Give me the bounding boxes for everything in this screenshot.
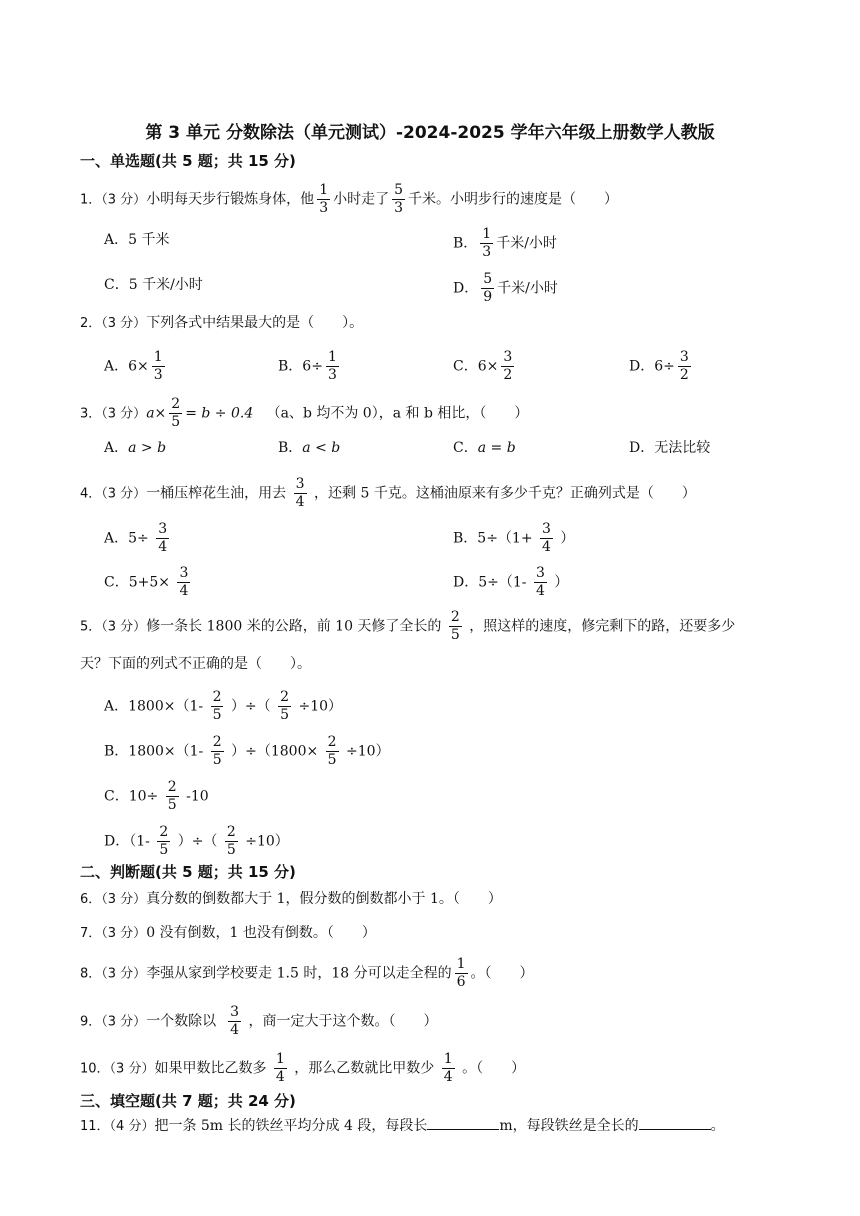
option-2c[interactable]: C．6× $\frac{3}{2}$ <box>453 349 513 383</box>
question-2 <box>80 313 363 334</box>
question-number: 3．（3 分） <box>80 406 147 422</box>
option-3a[interactable]: A．a > b <box>104 440 167 456</box>
question-10 <box>80 1052 525 1085</box>
question-7 <box>80 923 376 944</box>
option-5a[interactable]: A．1800×（1- $\frac{2}{5}$ ）÷（ $\frac{2}{5}$ ÷10） <box>104 689 343 723</box>
option-5d[interactable]: D．（1- $\frac{2}{5}$ ）÷（ $\frac{2}{5}$ ÷10） <box>104 824 289 858</box>
fraction: $\frac{3}{4}$ <box>542 521 551 555</box>
option-1a[interactable]: A．5 千米 <box>104 232 170 248</box>
question-5-continued <box>80 654 311 674</box>
question-number: 10．（3 分） <box>80 1061 155 1077</box>
question-text: ，商一定大于这个数。（ ） <box>248 1013 438 1030</box>
question-5 <box>80 610 735 643</box>
fraction: $\frac{1}{4}$ <box>275 1051 285 1085</box>
fraction: $\frac{2}{5}$ <box>450 609 460 643</box>
option-3b[interactable]: B．a < b <box>278 440 341 456</box>
question-4 <box>80 477 696 510</box>
fraction: $\frac{2}{5}$ <box>212 734 222 768</box>
fraction: $\frac{1}{3}$ <box>153 349 163 383</box>
fraction: $\frac{1}{4}$ <box>443 1051 453 1085</box>
question-number: 6．（3 分） <box>80 892 147 907</box>
fraction: $\frac{3}{2}$ <box>503 349 513 383</box>
question-text: 真分数的倒数都大于 1，假分数的倒数都小于 1。（ ） <box>146 891 502 907</box>
fraction: $\frac{2}{5}$ <box>327 734 337 768</box>
question-number: 1．（3 分） <box>80 192 147 208</box>
option-4a[interactable]: A．5÷ $\frac{3}{4}$ <box>104 521 168 555</box>
option-3c[interactable]: C．a = b <box>453 440 516 456</box>
fraction: $\frac{3}{4}$ <box>295 476 305 510</box>
question-number: 5．（3 分） <box>80 619 147 635</box>
question-text: ，还剩 5 千克。这桶油原来有多少千克？正确列式是（ ） <box>314 485 696 502</box>
question-text: 小明每天步行锻炼身体，他 <box>146 191 315 208</box>
question-text: 如果甲数比乙数多 <box>154 1060 267 1077</box>
question-text: 天？下面的列式不正确的是（ ）。 <box>80 656 311 672</box>
question-text: 下列各式中结果最大的是（ ）。 <box>146 315 364 331</box>
fraction: $\frac{3}{4}$ <box>158 521 168 555</box>
question-3: 3．（3 分）a× $\frac{2}{5}$ = b ÷ 0.4 （a、b 均不为 0），a 和 b 相比，（ ） <box>80 396 529 430</box>
section-heading-single-choice: 一、单选题(共 5 题；共 15 分) <box>80 152 296 170</box>
option-1c[interactable]: C．5 千米/小时 <box>104 277 203 293</box>
fraction: $\frac{2}{5}$ <box>280 689 290 723</box>
option-1b[interactable]: B． $\frac{1}{3}$ 千米/小时 <box>453 226 557 260</box>
question-text: 一个数除以 <box>146 1013 217 1030</box>
question-text: 李强从家到学校要走 1.5 时，18 分可以走全程的 <box>146 965 452 982</box>
fraction: $\frac{1}{3}$ <box>319 182 329 216</box>
question-text: 。 <box>710 1118 725 1134</box>
section-heading-fill-blank: 三、填空题(共 7 题；共 24 分) <box>80 1092 296 1110</box>
question-text: 千米。小明步行的速度是（ ） <box>408 191 619 208</box>
fraction: $\frac{3}{2}$ <box>679 349 689 383</box>
question-text: 一桶压榨花生油，用去 <box>146 485 287 502</box>
question-number: 9．（3 分） <box>80 1014 147 1030</box>
question-text: 修一条长 1800 米的公路，前 10 天修了全长的 <box>146 618 442 635</box>
fraction: $\frac{5}{9}$ <box>483 271 493 305</box>
fraction: $\frac{3}{4}$ <box>179 565 189 599</box>
option-2d[interactable]: D．6÷ $\frac{3}{2}$ <box>629 349 689 383</box>
question-1 <box>80 183 618 216</box>
question-11 <box>80 1115 725 1137</box>
option-4d[interactable]: D．5÷（1- $\frac{3}{4}$ ） <box>453 565 569 599</box>
fraction: $\frac{1}{3}$ <box>327 349 337 383</box>
option-3d[interactable]: D．无法比较 <box>629 440 711 456</box>
option-4c[interactable]: C．5+5× $\frac{3}{4}$ <box>104 565 189 599</box>
fraction: $\frac{3}{4}$ <box>535 565 545 599</box>
option-5c[interactable]: C．10÷ $\frac{2}{5}$ -10 <box>104 779 209 813</box>
answer-blank-1[interactable] <box>427 1115 499 1130</box>
question-text: ，那么乙数就比甲数少 <box>294 1060 435 1077</box>
section-heading-true-false: 二、判断题(共 5 题；共 15 分) <box>80 863 296 881</box>
fraction: $\frac{3}{4}$ <box>230 1004 240 1038</box>
question-8 <box>80 957 534 990</box>
question-number: 4．（3 分） <box>80 486 147 502</box>
option-5b[interactable]: B．1800×（1- $\frac{2}{5}$ ）÷（1800× $\frac{2}{5}$ ÷10） <box>104 734 390 768</box>
option-4b[interactable]: B．5÷（1+ $\frac{3}{4}$ ） <box>453 521 575 555</box>
question-text: （a、b 均不为 0），a 和 b 相比，（ ） <box>266 405 529 422</box>
page-title: 第 3 单元 分数除法（单元测试）-2024-2025 学年六年级上册数学人教版 <box>145 123 715 143</box>
question-text: 小时走了 <box>333 191 390 208</box>
question-number: 2．（3 分） <box>80 316 147 331</box>
question-9 <box>80 1005 437 1038</box>
question-text: 0 没有倒数，1 也没有倒数。（ ） <box>146 925 376 941</box>
fraction: $\frac{1}{6}$ <box>456 956 466 990</box>
fraction: $\frac{2}{5}$ <box>171 396 181 430</box>
fraction: $\frac{1}{3}$ <box>482 226 492 260</box>
fraction: $\frac{2}{5}$ <box>212 689 222 723</box>
question-number: 7．（3 分） <box>80 926 147 941</box>
question-text: 。（ ） <box>470 965 534 982</box>
fraction: $\frac{2}{5}$ <box>167 779 177 813</box>
question-text: m，每段铁丝是全长的 <box>499 1118 639 1134</box>
fraction: $\frac{5}{3}$ <box>394 182 404 216</box>
fraction: $\frac{2}{5}$ <box>226 824 236 858</box>
option-1d[interactable]: D． $\frac{5}{9}$ 千米/小时 <box>453 271 558 305</box>
question-text: ，照这样的速度，修完剩下的路，还要多少 <box>469 618 736 635</box>
option-2b[interactable]: B．6÷ $\frac{1}{3}$ <box>278 349 337 383</box>
answer-blank-2[interactable] <box>639 1115 711 1130</box>
question-number: 11．（4 分） <box>80 1119 155 1134</box>
question-text: 把一条 5m 长的铁丝平均分成 4 段，每段长 <box>154 1118 428 1134</box>
option-2a[interactable]: A．6× $\frac{1}{3}$ <box>104 349 163 383</box>
question-number: 8．（3 分） <box>80 966 147 982</box>
question-6 <box>80 889 502 910</box>
fraction: $\frac{2}{5}$ <box>159 824 169 858</box>
question-text: 。（ ） <box>462 1060 526 1077</box>
